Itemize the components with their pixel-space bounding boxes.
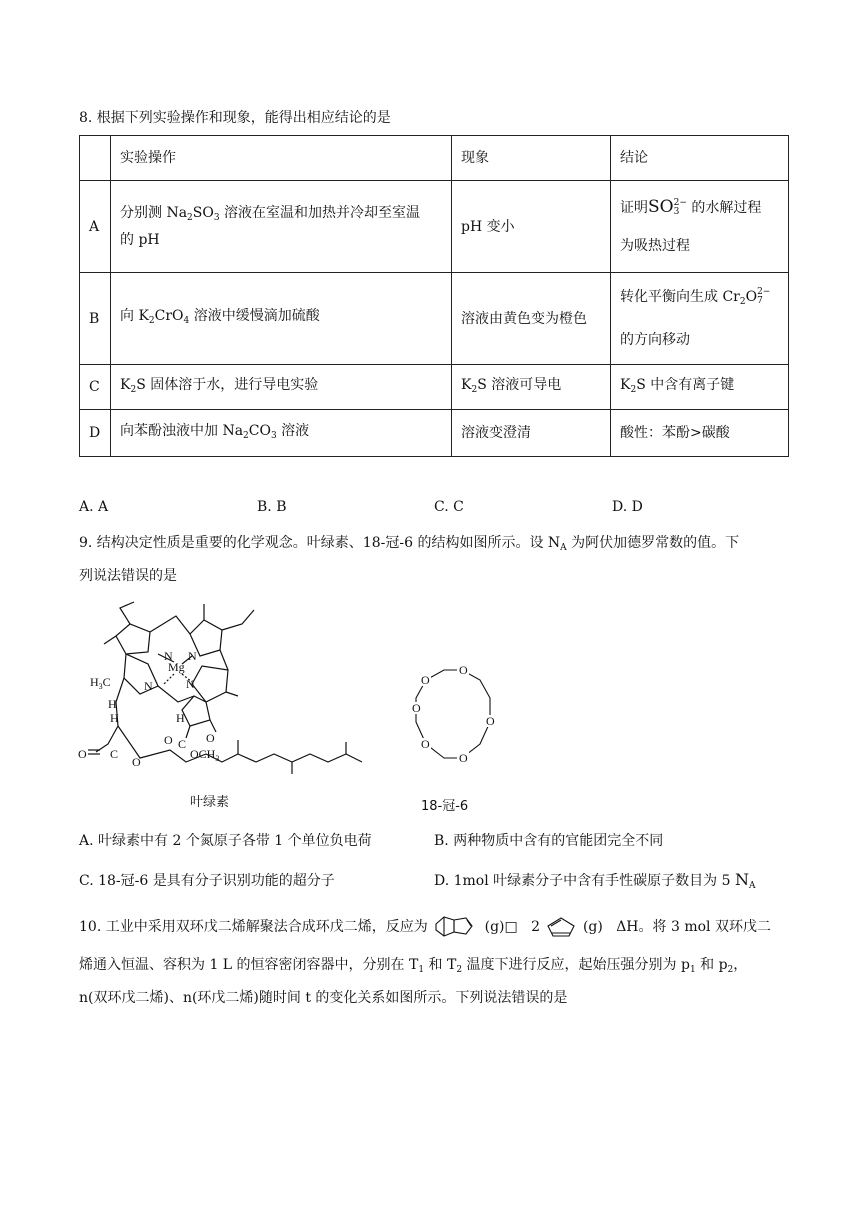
- row-letter: B: [80, 273, 111, 365]
- header-operation: 实验操作: [111, 136, 452, 181]
- atom-o: O: [78, 747, 87, 761]
- header-phenomenon: 现象: [452, 136, 611, 181]
- row-conclusion: 证明SO2− 3 的水解过程 为吸热过程: [611, 181, 789, 273]
- table-header-row: [80, 136, 789, 181]
- row-operation: 向苯酚浊液中加 $Na_2CO_3$ 溶液: [111, 410, 452, 457]
- row-operation: 向 $K_2CrO_4$ 溶液中缓慢滴加硫酸: [111, 273, 452, 365]
- q9-stem: 9. 结构决定性质是重要的化学观念。叶绿素、18-冠-6 的结构如图所示。设 $N_A$ 为阿伏加德罗常数的值。下: [79, 535, 740, 553]
- q10-stem-line3: n(双环戊二烯)、n(环戊二烯)随时间 t 的变化关系如图所示。下列说法错误的是: [79, 990, 568, 1006]
- atom-c: C: [178, 737, 187, 751]
- row-letter: A: [80, 181, 111, 273]
- caption-chlorophyll: 叶绿素: [190, 795, 230, 810]
- atom-c: C: [110, 747, 119, 761]
- row-phenomenon: 溶液由黄色变为橙色: [452, 273, 611, 365]
- atom-n: N: [144, 679, 153, 693]
- row-phenomenon: 溶液变澄清: [452, 410, 611, 457]
- q9-option-a: A. 叶绿素中有 2 个氮原子各带 1 个单位负电荷: [79, 833, 372, 849]
- row-conclusion: 转化平衡向生成 $Cr_2O2-$ 7 的方向移动: [611, 273, 789, 365]
- q10-stem-line1: 10. 工业中采用双环戊二烯解聚法合成环戊二烯，反应为 (g)□ 2 (g) ΔH。将 3 mol 双环戊二: [79, 914, 771, 940]
- q9-option-c: C. 18-冠-6 是具有分子识别功能的超分子: [79, 873, 335, 889]
- q10-stem-line2: 烯通入恒温、容积为 1 L 的恒容密闭容器中，分别在 $T_1$ 和 $T_2$ 温度下进行反应，起始压强分别为 $p_1$ 和 $p_2$，: [79, 957, 748, 975]
- atom-o: O: [412, 701, 421, 715]
- table-row: [80, 273, 789, 365]
- atom-o: O: [421, 673, 430, 687]
- q8-option-c: C. C: [434, 499, 464, 515]
- row-operation: 分别测 $Na_2SO_3$ 溶液在室温和加热并冷却至室温 的 pH: [111, 181, 452, 273]
- experiment-table: [79, 135, 789, 457]
- atom-o: O: [421, 737, 430, 751]
- header-empty-cell: [80, 136, 111, 181]
- table-row: [80, 365, 789, 410]
- dicyclopentadiene-icon: [432, 914, 480, 940]
- row-letter: D: [80, 410, 111, 457]
- atom-o: O: [164, 733, 173, 747]
- q8-option-d: D. D: [612, 499, 643, 515]
- q8-stem: 8. 根据下列实验操作和现象，能得出相应结论的是: [79, 110, 391, 126]
- atom-n: N: [188, 649, 197, 663]
- q9-option-d: D. 1mol 叶绿素分子中含有手性碳原子数目为 5 $N_A$: [434, 870, 756, 891]
- atom-o: O: [459, 751, 468, 765]
- crown-ether-structure: [386, 662, 516, 774]
- atom-h: H: [110, 711, 119, 725]
- row-operation: $K_2S$ 固体溶于水，进行导电实验: [111, 365, 452, 410]
- header-conclusion: 结论: [611, 136, 789, 181]
- atom-h: H: [108, 697, 117, 711]
- atom-o: O: [486, 714, 495, 728]
- atom-o: O: [132, 755, 141, 769]
- atom-o: O: [459, 663, 468, 677]
- caption-crown-ether: 18-冠-6: [421, 799, 469, 814]
- row-conclusion: 酸性：苯酚>碳酸: [611, 410, 789, 457]
- cyclopentadiene-icon: [544, 915, 578, 939]
- chlorophyll-structure: [78, 598, 378, 778]
- row-conclusion: $K_2S$ 中含有离子键: [611, 365, 789, 410]
- atom-h: H: [176, 711, 185, 725]
- atom-o: O: [206, 731, 215, 745]
- table-row: [80, 410, 789, 457]
- q9-stem-line2: 列说法错误的是: [79, 568, 177, 584]
- q9-option-b: B. 两种物质中含有的官能团完全不同: [434, 833, 664, 849]
- q8-option-b: B. B: [257, 499, 287, 515]
- table-row: [80, 181, 789, 273]
- atom-n: N: [186, 677, 195, 691]
- atom-h3c: $H_3C$: [90, 675, 111, 691]
- row-phenomenon: $K_2S$ 溶液可导电: [452, 365, 611, 410]
- atom-n: N: [164, 649, 173, 663]
- atom-mg: Mg: [168, 660, 185, 674]
- atom-och3: $OCH_3$: [190, 747, 220, 763]
- q8-option-a: A. A: [79, 499, 109, 515]
- row-phenomenon: pH 变小: [452, 181, 611, 273]
- row-letter: C: [80, 365, 111, 410]
